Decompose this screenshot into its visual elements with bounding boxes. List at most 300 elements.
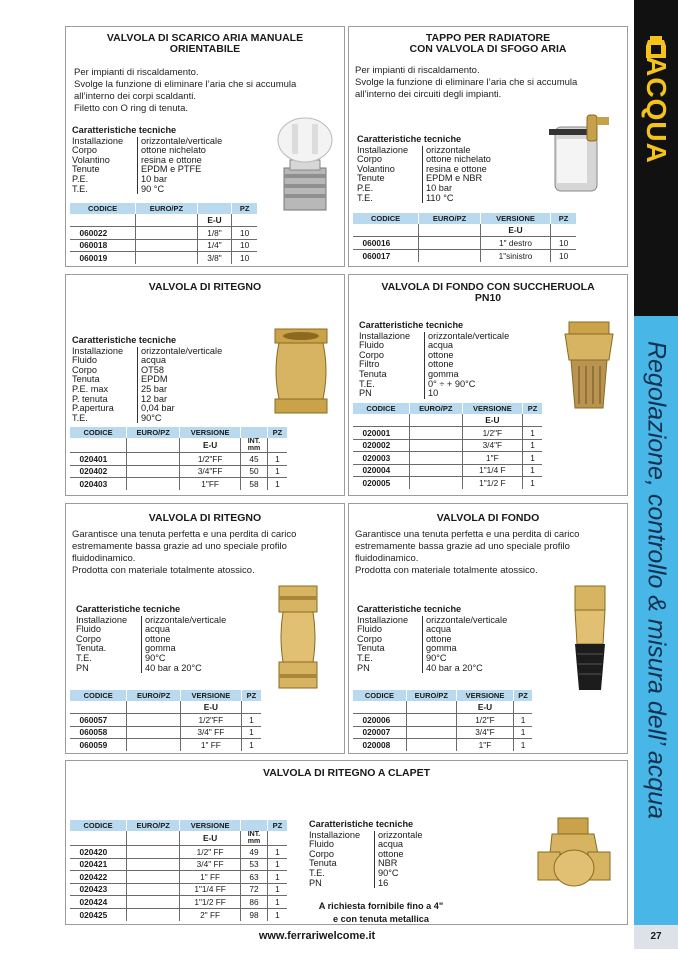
table-cell: 10 <box>232 227 257 240</box>
table-cell <box>127 908 180 921</box>
panel-description: Per impianti di riscaldamento. Svolge la funzione di eliminare l’aria che si accumula all’interno dei corpi scaldanti. Filetto con O ring di tenuta. <box>74 67 297 114</box>
tech-specs <box>72 126 222 194</box>
column-header: EURO/PZ <box>127 820 180 831</box>
table-cell: 1 <box>514 739 532 752</box>
table-cell <box>136 227 198 240</box>
column-header: CODICE <box>353 213 419 224</box>
table-cell: 1/8" <box>197 227 232 240</box>
product-code: 060059 <box>70 739 127 752</box>
column-header: VERSIONE <box>180 690 241 701</box>
product-panel-fondo-succheruola <box>348 274 628 496</box>
spec-key: P.E. <box>72 175 138 185</box>
spec-value: orizzontale <box>378 829 423 840</box>
spec-key: Corpo <box>72 146 138 156</box>
spec-value: orizzontale/verticale <box>428 330 510 341</box>
table-row <box>70 739 262 752</box>
tech-specs <box>357 135 491 203</box>
table-row <box>353 477 543 490</box>
product-code: 020401 <box>70 453 127 466</box>
column-header: VERSIONE <box>462 403 522 414</box>
table-cell: 1"FF <box>180 478 241 491</box>
column-header: EURO/PZ <box>419 213 481 224</box>
spec-row <box>309 869 422 879</box>
product-code: 060016 <box>353 237 419 250</box>
spec-key: Fluido <box>309 840 375 850</box>
table-cell <box>127 739 180 752</box>
product-code: 060019 <box>70 252 136 265</box>
table-row <box>70 239 258 252</box>
table-cell: 1 <box>523 464 542 477</box>
spec-title: Caratteristiche tecniche <box>72 125 177 135</box>
table-cell: 1 <box>267 465 287 478</box>
column-header: CODICE <box>353 690 407 701</box>
table-row <box>70 908 288 921</box>
subheader-version: E-U <box>180 438 241 453</box>
panel-title: VALVOLA DI RITEGNO <box>148 281 262 293</box>
column-header: PZ <box>241 690 261 701</box>
table-cell: 1"1/4 FF <box>180 883 241 896</box>
product-panel-ritegno-1 <box>65 274 345 496</box>
table-cell: 1 <box>241 739 261 752</box>
table-row <box>70 858 288 871</box>
table-cell: 3/4"FF <box>180 465 241 478</box>
spec-row <box>72 414 222 424</box>
product-table <box>69 820 287 921</box>
spec-value: acqua <box>141 355 167 366</box>
subheader-unit: mm <box>247 838 261 845</box>
spec-row <box>357 664 507 674</box>
table-row <box>70 465 288 478</box>
spec-key: PN <box>76 664 142 674</box>
column-header: CODICE <box>70 690 127 701</box>
table-row <box>353 439 543 452</box>
spec-value: acqua <box>378 839 404 850</box>
spec-value: ottone <box>428 349 454 360</box>
spec-key: PN <box>357 664 423 674</box>
table-cell <box>409 464 462 477</box>
spec-value: NBR <box>378 858 398 869</box>
spec-row <box>359 389 509 399</box>
spec-key: Tenuta <box>357 644 423 654</box>
spec-key: Installazione <box>72 137 138 147</box>
subheader-version: E-U <box>180 831 241 846</box>
spec-key: Corpo <box>359 351 425 361</box>
product-code: 020422 <box>70 871 127 884</box>
table-cell <box>406 726 456 739</box>
table-cell: 10 <box>551 249 576 262</box>
product-table <box>69 427 287 490</box>
spec-key: Installazione <box>357 146 423 156</box>
product-code: 020002 <box>353 439 410 452</box>
spec-value: 10 <box>428 388 439 399</box>
check-valve-brass-image <box>275 584 321 690</box>
column-header: PZ <box>514 690 532 701</box>
spec-key: Corpo <box>357 635 423 645</box>
spec-title: Caratteristiche tecniche <box>357 134 462 144</box>
spec-row <box>76 664 226 674</box>
spec-value: 10 bar <box>141 173 168 184</box>
spec-value: ottone nichelato <box>141 145 206 156</box>
tech-specs <box>72 336 222 423</box>
spec-value: acqua <box>145 624 171 635</box>
product-panel-fondo <box>348 503 628 754</box>
subheader-row <box>353 414 543 427</box>
column-header: EURO/PZ <box>409 403 462 414</box>
subheader-int-mm <box>240 438 267 453</box>
panel-description: Garantisce una tenuta perfetta e una perdita di carico estremamente bassa grazie ad uno speciale profilo fluidodinamico. Prodotta con materiale totalmente atossico. <box>355 529 580 576</box>
spec-value: 40 bar a 20°C <box>426 662 483 673</box>
spec-title: Caratteristiche tecniche <box>76 604 181 614</box>
table-row <box>70 896 288 909</box>
spec-key: Corpo <box>357 155 423 165</box>
spec-key: Installazione <box>309 831 375 841</box>
product-code: 060018 <box>70 239 136 252</box>
table-cell <box>136 252 198 265</box>
spec-key: Tenuta <box>72 375 138 385</box>
column-header <box>240 427 267 438</box>
table-cell: 63 <box>240 871 267 884</box>
section-label: Regolazione, controllo & misura dell’ acqua <box>642 340 671 820</box>
table-cell: 1"F <box>456 739 513 752</box>
spec-row <box>309 879 422 889</box>
table-cell <box>127 465 180 478</box>
spec-row <box>357 184 491 194</box>
spec-value: orizzontale/verticale <box>141 135 223 146</box>
product-code: 020403 <box>70 478 127 491</box>
table-cell: 45 <box>240 453 267 466</box>
table-row <box>353 726 533 739</box>
spec-value: 90°C <box>378 867 399 878</box>
spec-key: Tenuta <box>359 370 425 380</box>
spec-key: P.E. <box>357 184 423 194</box>
product-table <box>352 690 532 751</box>
table-row <box>70 714 262 727</box>
column-header: CODICE <box>70 820 127 831</box>
category-tab <box>634 0 678 316</box>
table-cell <box>127 846 180 859</box>
table-cell: 1/4" <box>197 239 232 252</box>
spec-key: Tenute <box>357 174 423 184</box>
table-cell: 1/2"FF <box>180 714 241 727</box>
table-cell: 72 <box>240 883 267 896</box>
subheader-version: E-U <box>456 701 513 714</box>
column-header: PZ <box>551 213 576 224</box>
spec-value: gomma <box>145 643 176 654</box>
table-cell: 1"1/2 FF <box>180 896 241 909</box>
spec-key: PN <box>309 879 375 889</box>
tech-specs <box>359 321 509 399</box>
spec-key: Corpo <box>76 635 142 645</box>
table-cell: 3/8" <box>197 252 232 265</box>
section-tab <box>634 316 678 925</box>
subheader-version: E-U <box>462 414 522 427</box>
table-cell: 3/4" FF <box>180 726 241 739</box>
table-cell: 1"1/2 F <box>462 477 522 490</box>
table-cell: 1 <box>267 896 287 909</box>
table-cell: 1 <box>267 908 287 921</box>
spec-key: Fluido <box>357 625 423 635</box>
spec-title: Caratteristiche tecniche <box>357 604 462 614</box>
table-cell: 1 <box>267 858 287 871</box>
table-row <box>70 478 288 491</box>
product-panel-scarico-aria <box>65 26 345 267</box>
spec-key: Fluido <box>359 341 425 351</box>
spec-value: gomma <box>426 643 457 654</box>
spec-value: ottone <box>428 359 454 370</box>
panel-description: Garantisce una tenuta perfetta e una perdita di carico estremamente bassa grazie ad uno speciale profilo fluidodinamico. Prodotta con materiale totalmente atossico. <box>72 529 297 576</box>
spec-value: 90 °C <box>141 183 165 194</box>
table-row <box>353 452 543 465</box>
table-cell: 1 <box>241 714 261 727</box>
spec-key: Tenuta <box>309 859 375 869</box>
table-cell <box>127 714 180 727</box>
spec-key: Fluido <box>72 356 138 366</box>
table-row <box>70 227 258 240</box>
table-row <box>353 714 533 727</box>
table-row <box>353 249 577 262</box>
spec-value: acqua <box>426 624 452 635</box>
panel-title: VALVOLA DI FONDO <box>436 512 540 524</box>
spec-key: T.E. <box>72 414 138 424</box>
spec-value: 0° ÷ + 90°C <box>428 378 476 389</box>
table-cell: 1/2"F <box>462 427 522 440</box>
table-cell: 58 <box>240 478 267 491</box>
table-cell <box>406 739 456 752</box>
spec-value: 12 bar <box>141 393 168 404</box>
table-cell: 3/4"F <box>456 726 513 739</box>
spec-value: OT58 <box>141 364 164 375</box>
spec-value: acqua <box>428 340 454 351</box>
table-cell <box>136 239 198 252</box>
spec-value: EPDM e NBR <box>426 173 483 184</box>
table-cell: 1 <box>514 714 532 727</box>
column-header: CODICE <box>70 427 127 438</box>
spec-title: Caratteristiche tecniche <box>72 335 177 345</box>
product-code: 020003 <box>353 452 410 465</box>
table-cell: 1" FF <box>180 739 241 752</box>
spec-row <box>357 194 491 204</box>
table-cell <box>127 453 180 466</box>
availability-note: A richiesta fornibile fino a 4" e con tenuta metallica <box>318 901 444 924</box>
tech-specs <box>309 820 422 888</box>
table-cell <box>127 871 180 884</box>
table-cell: 1 <box>267 846 287 859</box>
spec-value: 25 bar <box>141 383 168 394</box>
spec-value: 10 bar <box>426 182 453 193</box>
table-cell <box>127 896 180 909</box>
column-header: PZ <box>267 427 287 438</box>
product-table <box>69 203 257 264</box>
product-code: 020004 <box>353 464 410 477</box>
spec-key: T.E. <box>357 654 423 664</box>
spec-value: orizzontale <box>426 144 471 155</box>
column-header: EURO/PZ <box>406 690 456 701</box>
spec-key: Volantino <box>72 156 138 166</box>
spec-key: T.E. <box>72 185 138 195</box>
spec-key: Corpo <box>72 366 138 376</box>
product-code: 020402 <box>70 465 127 478</box>
column-header <box>240 820 267 831</box>
air-vent-valve-image <box>274 112 336 222</box>
panel-description: Per impianti di riscaldamento. Svolge la funzione di eliminare l’aria che si accumula all’interno dei circuiti degli impianti. <box>355 65 578 100</box>
swing-check-valve-image <box>536 816 612 894</box>
product-table <box>352 213 576 262</box>
spec-value: ottone nichelato <box>426 154 491 165</box>
column-header: PZ <box>523 403 542 414</box>
spec-key: Installazione <box>359 332 425 342</box>
foot-valve-image <box>569 584 611 694</box>
product-code: 020425 <box>70 908 127 921</box>
column-header: VERSIONE <box>180 427 241 438</box>
foot-valve-strainer-image <box>559 320 619 412</box>
spec-key: Installazione <box>357 616 423 626</box>
subheader-int: INT. <box>247 438 261 445</box>
spec-key: T.E. <box>357 194 423 204</box>
page-number: 27 <box>634 925 678 949</box>
table-row <box>353 237 577 250</box>
table-cell: 3/4"F <box>462 439 522 452</box>
table-row <box>353 427 543 440</box>
table-cell: 1 <box>523 477 542 490</box>
table-cell: 1 <box>514 726 532 739</box>
column-header: CODICE <box>353 403 410 414</box>
table-cell <box>409 427 462 440</box>
table-cell: 1/2"FF <box>180 453 241 466</box>
column-header: VERSIONE <box>180 820 241 831</box>
spec-value: resina e ottone <box>426 163 487 174</box>
table-cell: 50 <box>240 465 267 478</box>
column-header: PZ <box>267 820 287 831</box>
table-cell: 1"1/4 F <box>462 464 522 477</box>
table-cell: 1" destro <box>480 237 550 250</box>
subheader-unit: mm <box>247 445 261 452</box>
table-cell: 49 <box>240 846 267 859</box>
subheader-version: E-U <box>180 701 241 714</box>
tech-specs <box>76 605 226 673</box>
spec-row <box>309 859 422 869</box>
subheader-row <box>70 701 262 714</box>
spec-key: Volantino <box>357 165 423 175</box>
spec-value: 90°C <box>145 652 166 663</box>
table-cell <box>409 477 462 490</box>
spec-key: Tenuta. <box>76 644 142 654</box>
column-header: EURO/PZ <box>127 690 180 701</box>
spec-value: gomma <box>428 368 459 379</box>
table-cell: 98 <box>240 908 267 921</box>
subheader-row <box>70 831 288 846</box>
spec-key: Fluido <box>76 625 142 635</box>
spec-value: EPDM e PTFE <box>141 164 202 175</box>
table-row <box>353 464 543 477</box>
product-code: 020006 <box>353 714 407 727</box>
subheader-row <box>353 701 533 714</box>
subheader-row <box>70 438 288 453</box>
table-cell <box>127 858 180 871</box>
table-cell <box>409 452 462 465</box>
product-code: 020001 <box>353 427 410 440</box>
table-cell: 1" FF <box>180 871 241 884</box>
subheader-int-mm <box>240 831 267 846</box>
product-code: 020420 <box>70 846 127 859</box>
spec-value: 90°C <box>426 652 447 663</box>
spec-value: 0,04 bar <box>141 403 175 414</box>
product-code: 060058 <box>70 726 127 739</box>
table-cell: 1 <box>267 871 287 884</box>
column-header: EURO/PZ <box>136 203 198 214</box>
product-table <box>352 403 542 489</box>
spec-title: Caratteristiche tecniche <box>359 320 464 330</box>
table-cell: 10 <box>232 252 257 265</box>
spec-value: 90°C <box>141 412 162 423</box>
product-code: 060017 <box>353 249 419 262</box>
spec-title: Caratteristiche tecniche <box>309 819 414 829</box>
column-header: VERSIONE <box>456 690 513 701</box>
table-cell <box>127 883 180 896</box>
table-cell: 1 <box>523 439 542 452</box>
panel-title: VALVOLA DI RITEGNO A CLAPET <box>262 767 431 779</box>
table-row <box>70 846 288 859</box>
spec-key: Filtro <box>359 360 425 370</box>
product-code: 020007 <box>353 726 407 739</box>
spec-value: orizzontale/verticale <box>145 614 227 625</box>
spec-value: resina e ottone <box>141 154 202 165</box>
table-cell: 86 <box>240 896 267 909</box>
column-header: CODICE <box>70 203 136 214</box>
table-cell <box>409 439 462 452</box>
table-cell: 2" FF <box>180 908 241 921</box>
product-panel-ritegno-2 <box>65 503 345 754</box>
radiator-plug-image <box>535 109 615 209</box>
spec-value: ottone <box>426 633 452 644</box>
table-row <box>70 252 258 265</box>
spec-key: T.E. <box>359 380 425 390</box>
product-code: 020005 <box>353 477 410 490</box>
column-header: EURO/PZ <box>127 427 180 438</box>
spec-key: P. tenuta <box>72 395 138 405</box>
product-code: 020421 <box>70 858 127 871</box>
spec-key: Installazione <box>72 347 138 357</box>
subheader-version: E-U <box>480 224 550 237</box>
table-cell <box>419 237 481 250</box>
table-cell: 1"sinistro <box>480 249 550 262</box>
spec-value: orizzontale/verticale <box>426 614 508 625</box>
table-cell: 1 <box>267 478 287 491</box>
footer-website: www.ferrariwelcome.it <box>258 930 376 942</box>
panel-title: VALVOLA DI FONDO CON SUCCHERUOLA PN10 <box>381 281 595 304</box>
product-code: 020424 <box>70 896 127 909</box>
table-row <box>70 871 288 884</box>
subheader-row <box>353 224 577 237</box>
table-cell <box>127 726 180 739</box>
spec-value: 110 °C <box>426 192 454 203</box>
table-row <box>70 453 288 466</box>
subheader-row <box>70 214 258 227</box>
table-row <box>353 739 533 752</box>
panel-title: VALVOLA DI RITEGNO <box>148 512 262 524</box>
spec-row <box>72 185 222 195</box>
product-table <box>69 690 261 751</box>
product-code: 060022 <box>70 227 136 240</box>
subheader-version: E-U <box>197 214 232 227</box>
table-cell <box>406 714 456 727</box>
subheader-int: INT. <box>247 831 261 838</box>
spec-key: T.E. <box>76 654 142 664</box>
table-cell: 3/4" FF <box>180 858 241 871</box>
table-cell: 1/2"F <box>456 714 513 727</box>
column-header: VERSIONE <box>480 213 550 224</box>
product-code: 020423 <box>70 883 127 896</box>
spec-key: PN <box>359 389 425 399</box>
